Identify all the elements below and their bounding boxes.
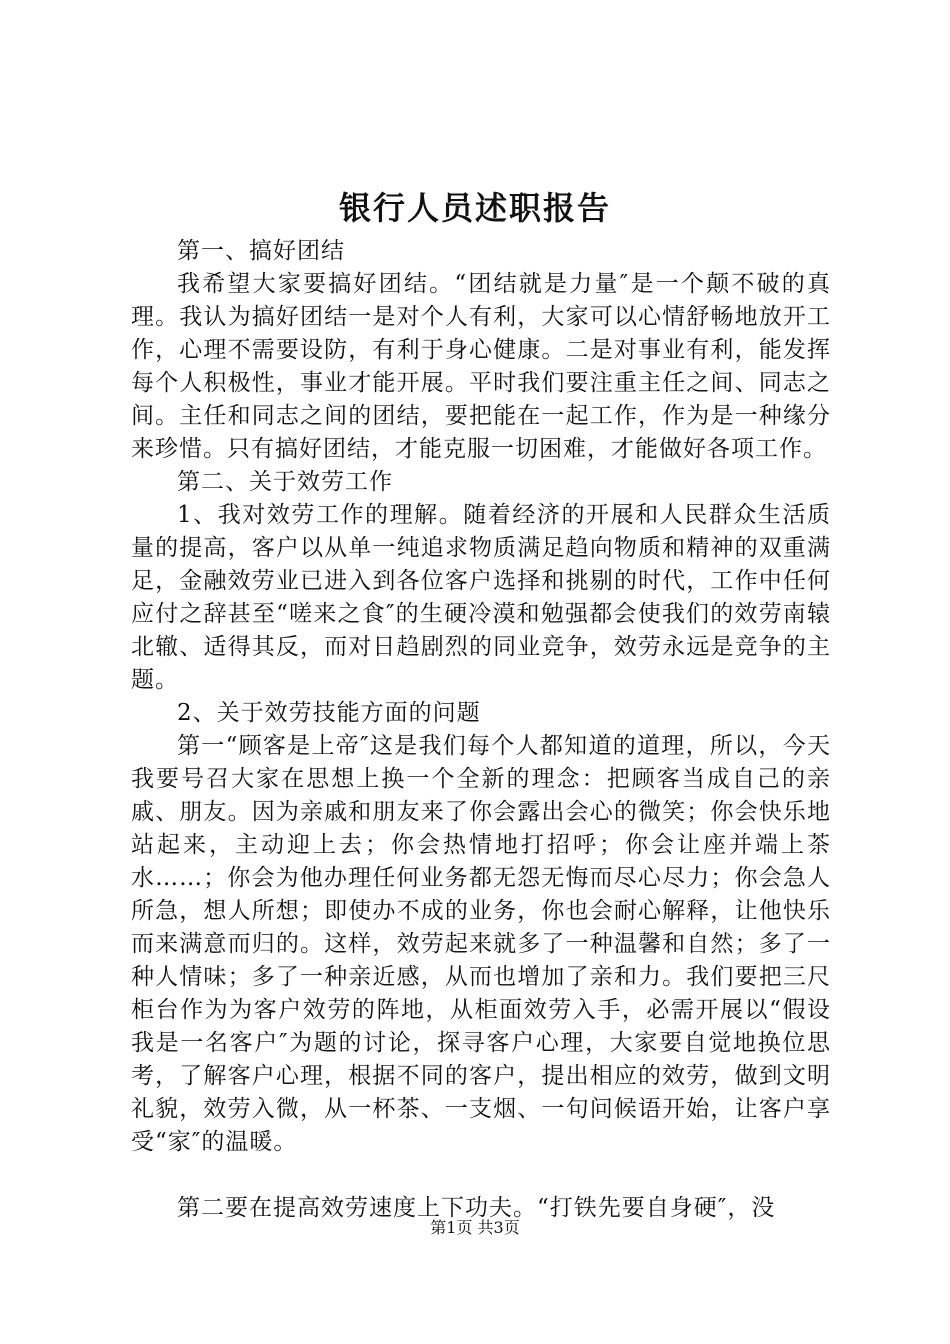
document-title: 银行人员述职报告 xyxy=(338,189,611,227)
section-heading-service: 第二、关于效劳工作 xyxy=(177,469,393,495)
paragraph-customer-first: 第一“顾客是上帝″这是我们每个人都知道的道理，所以，今天我要号召大家在思想上换一个全新的理念：把顾客当成自己的亲戚、朋友。因为亲戚和朋友来了你会露出会心的微笑；你会快乐地站起来，主动迎上去；你会热情地打招呼；你会让座并端上茶水……；你会为他办理任何业务都无怨无悔而尽心尽力；你会急人所急，想人所想；即使办不成的业务，你也会耐心解释，让他快乐而来满意而归的。这样，效劳起来就多了一种温馨和自然；多了一种人情味；多了一种亲近感，从而也增加了亲和力。我们要把三尺柜台作为为客户效劳的阵地，从柜面效劳入手，必需开展以“假设我是一名客户″为题的讨论，探寻客户心理，大家要自觉地换位思考，了解客户心理，根据不同的客户，提出相应的效劳，做到文明礼貌，效劳入微，从一杯茶、一支烟、一句问候语开始，让客户享受“家″的温暖。 xyxy=(131,733,831,1155)
paragraph-service-understanding: 1、我对效劳工作的理解。随着经济的开展和人民群众生活质量的提高，客户以从单一纯追求物质满足趋向物质和精神的双重满足，金融效劳业已进入到各位客户选择和挑剔的时代，工作中任何应付之辞甚至“嗟来之食″的生硬冷漠和勉强都会使我们的效劳南辕北辙、适得其反，而对日趋剧烈的同业竞争，效劳永远是竞争的主题。 xyxy=(131,502,831,693)
paragraph-unity: 我希望大家要搞好团结。“团结就是力量″是一个颠不破的真理。我认为搞好团结一是对个人有利，大家可以心情舒畅地放开工作，心理不需要设防，有利于身心健康。二是对事业有利，能发挥每个人积极性，事业才能开展。平时我们要注重主任之间、同志之间。主任和同志之间的团结，要把能在一起工作，作为是一种缘分来珍惜。只有搞好团结，才能克服一切困难，才能做好各项工作。 xyxy=(131,271,831,462)
section-heading-unity: 第一、搞好团结 xyxy=(177,238,345,264)
subheading-service-skills: 2、关于效劳技能方面的问题 xyxy=(177,700,481,726)
page-number-footer: 第1页 共3页 xyxy=(430,1218,520,1237)
paragraph-service-speed: 第二要在提高效劳速度上下功夫。“打铁先要自身硬″，没 xyxy=(177,1195,776,1221)
document-body xyxy=(131,235,831,1225)
